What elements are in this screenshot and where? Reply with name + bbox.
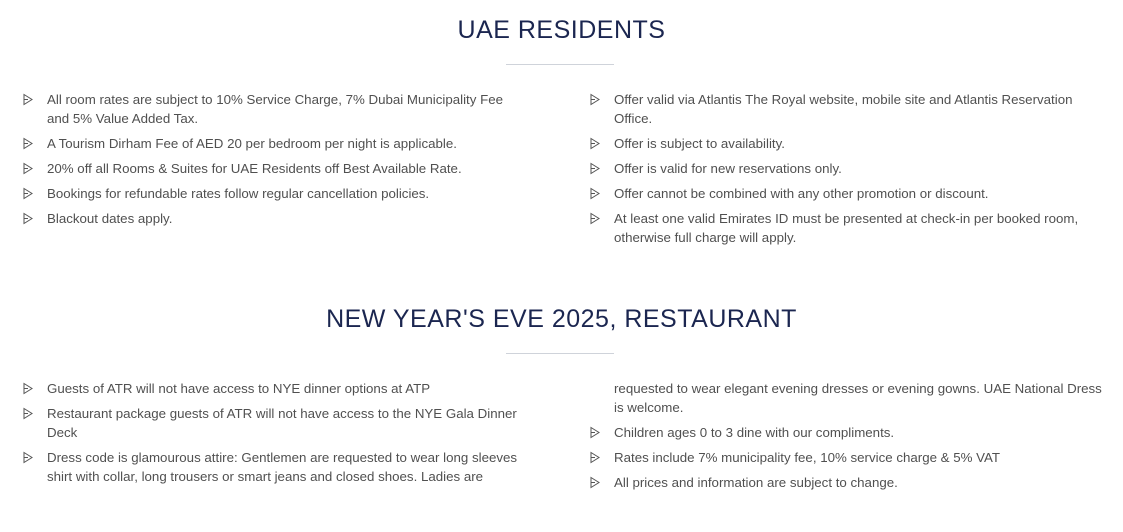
- list-item: [22, 379, 522, 398]
- list-item-text: At least one valid Emirates ID must be presented at check-in per booked room, otherwise full charge will apply.: [614, 211, 1079, 245]
- list-item: [22, 404, 522, 442]
- list-item: [22, 209, 522, 228]
- list-item: [22, 159, 522, 178]
- terms-list-left: [22, 379, 522, 492]
- list-item-text: All prices and information are subject to change.: [614, 475, 898, 490]
- list-item-text: Dress code is glamourous attire: Gentlemen are requested to wear long sleeves shirt with collar, long trousers or smart jeans and closed shoes. Ladies are: [47, 450, 518, 484]
- terms-list-right: [589, 379, 1104, 498]
- triangle-bullet-icon: [589, 159, 601, 178]
- triangle-bullet-icon: [589, 134, 601, 153]
- triangle-bullet-icon: [22, 184, 34, 203]
- list-item: [589, 184, 1104, 203]
- terms-list-right: [589, 90, 1104, 253]
- list-item: [589, 90, 1104, 128]
- list-item-text: requested to wear elegant evening dresses or evening gowns. UAE National Dress is welcome.: [614, 381, 1102, 415]
- list-item: [589, 473, 1104, 492]
- list-item-text: Offer is subject to availability.: [614, 136, 785, 151]
- list-item: [22, 90, 522, 128]
- triangle-bullet-icon: [589, 423, 601, 442]
- triangle-bullet-icon: [589, 184, 601, 203]
- triangle-bullet-icon: [589, 209, 601, 228]
- list-item-text: Rates include 7% municipality fee, 10% service charge & 5% VAT: [614, 450, 1001, 465]
- triangle-bullet-icon: [22, 448, 34, 467]
- list-item-text: Offer valid via Atlantis The Royal website, mobile site and Atlantis Reservation Office.: [614, 92, 1073, 126]
- list-item: [589, 134, 1104, 153]
- triangle-bullet-icon: [589, 90, 601, 109]
- list-item-text: Guests of ATR will not have access to NYE dinner options at ATP: [47, 381, 431, 396]
- triangle-bullet-icon: [22, 134, 34, 153]
- triangle-bullet-icon: [22, 90, 34, 109]
- title-divider: [506, 353, 614, 354]
- list-item-text: Restaurant package guests of ATR will not have access to the NYE Gala Dinner Deck: [47, 406, 517, 440]
- title-divider: [506, 64, 614, 65]
- triangle-bullet-icon: [22, 379, 34, 398]
- list-item: [22, 448, 522, 486]
- list-item-text: Blackout dates apply.: [47, 211, 173, 226]
- triangle-bullet-icon: [589, 473, 601, 492]
- triangle-bullet-icon: [589, 448, 601, 467]
- list-item: [589, 209, 1104, 247]
- list-item: [22, 184, 522, 203]
- section-title: NEW YEAR'S EVE 2025, RESTAURANT: [326, 305, 797, 333]
- list-item: [22, 134, 522, 153]
- triangle-bullet-icon: [22, 159, 34, 178]
- list-item-text: 20% off all Rooms & Suites for UAE Residents off Best Available Rate.: [47, 161, 462, 176]
- list-item: [589, 159, 1104, 178]
- list-item-text: Offer cannot be combined with any other promotion or discount.: [614, 186, 989, 201]
- list-item: [589, 448, 1104, 467]
- triangle-bullet-icon: [22, 404, 34, 423]
- section-title: UAE RESIDENTS: [457, 16, 666, 44]
- terms-list-left: [22, 90, 522, 234]
- list-item: [589, 423, 1104, 442]
- list-item-text: Offer is valid for new reservations only.: [614, 161, 842, 176]
- list-item-text: All room rates are subject to 10% Service Charge, 7% Dubai Municipality Fee and 5% Value Added Tax.: [47, 92, 503, 126]
- list-item-text: Bookings for refundable rates follow regular cancellation policies.: [47, 186, 430, 201]
- list-item-text: A Tourism Dirham Fee of AED 20 per bedroom per night is applicable.: [47, 136, 457, 151]
- list-item-text: Children ages 0 to 3 dine with our compliments.: [614, 425, 895, 440]
- triangle-bullet-icon: [22, 209, 34, 228]
- list-item-continuation: [589, 379, 1104, 417]
